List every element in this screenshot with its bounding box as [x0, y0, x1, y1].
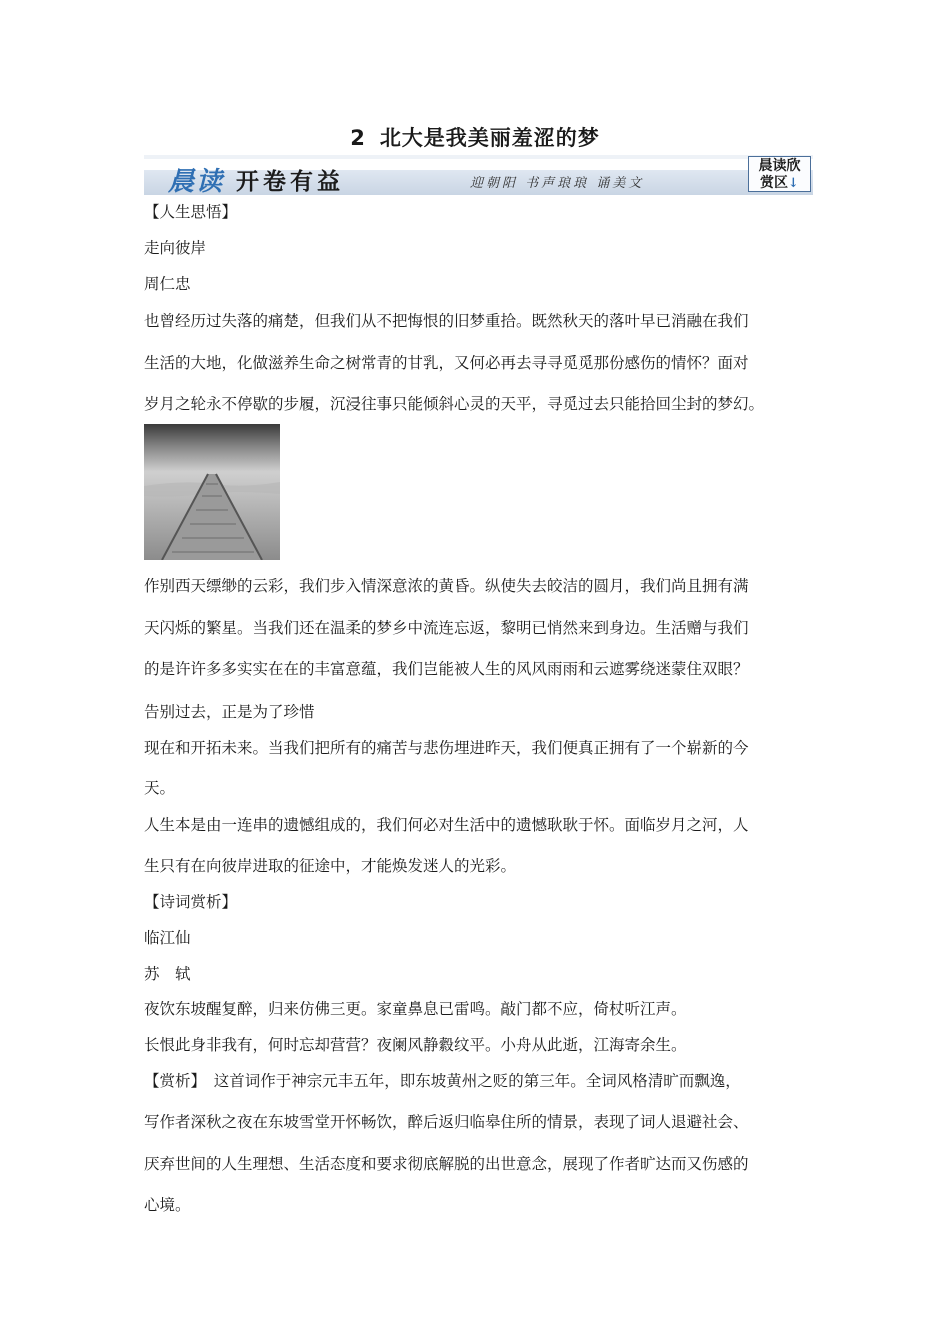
poem-author: 苏 轼 [144, 965, 191, 983]
pier-photo [144, 424, 280, 560]
body-line: 人生本是由一连串的遗憾组成的，我们何必对生活中的遗憾耿耿于怀。面临岁月之河，人 [144, 816, 749, 834]
badge-line-2: 赏区 [760, 175, 789, 191]
banner-stripe [144, 155, 813, 159]
banner-motto: 迎朝阳 书声琅琅 诵美文 [470, 176, 645, 191]
body-line: 生只有在向彼岸进取的征途中，才能焕发迷人的光彩。 [144, 857, 517, 875]
body-line: 告别过去，正是为了珍惜 [144, 703, 315, 721]
lesson-title [0, 122, 950, 152]
body-line: 天闪烁的繁星。当我们还在温柔的梦乡中流连忘返，黎明已悄然来到身边。生活赠与我们 [144, 619, 749, 637]
body-line: 现在和开拓未来。当我们把所有的痛苦与悲伤埋进昨天，我们便真正拥有了一个崭新的今 [144, 739, 749, 757]
lesson-title-text: 北大是我美丽羞涩的梦 [379, 126, 600, 150]
section-heading: 【人生思悟】 [144, 203, 238, 221]
article-author: 周仁忠 [144, 275, 191, 293]
body-line: 厌弃世间的人生理想、生活态度和要求彻底解脱的出世意念，展现了作者旷达而又伤感的 [144, 1155, 749, 1173]
article-title: 走向彼岸 [144, 239, 207, 257]
section-heading: 【诗词赏析】 [144, 893, 238, 911]
banner-main-label: 开卷有益 [236, 168, 344, 195]
body-line: 作别西天缥缈的云彩，我们步入情深意浓的黄昏。纵使失去皎洁的圆月，我们尚且拥有满 [144, 577, 749, 595]
body-line: 的是许许多多实实在在的丰富意蕴，我们岂能被人生的风风雨雨和云遮雾绕迷蒙住双眼？ [144, 660, 749, 678]
down-arrow-icon: ↓ [788, 176, 799, 191]
body-line: 写作者深秋之夜在东坡雪堂开怀畅饮，醉后返归临皋住所的情景，表现了词人退避社会、 [144, 1113, 749, 1131]
banner-badge [748, 156, 811, 192]
body-line: 天。 [144, 779, 176, 797]
poem-line: 长恨此身非我有，何时忘却营营？夜阑风静縠纹平。小舟从此逝，江海寄余生。 [144, 1036, 687, 1054]
poem-line: 夜饮东坡醒复醉，归来仿佛三更。家童鼻息已雷鸣。敲门都不应，倚杖听江声。 [144, 1000, 687, 1018]
poem-title: 临江仙 [144, 929, 191, 947]
section-banner [144, 155, 813, 195]
body-line: 岁月之轮永不停歇的步履，沉浸往事只能倾斜心灵的天平，寻觅过去只能拾回尘封的梦幻。 [144, 395, 765, 413]
body-line: 也曾经历过失落的痛楚，但我们从不把悔恨的旧梦重拾。既然秋天的落叶早已消融在我们 [144, 312, 749, 330]
body-line: 【赏析】 这首词作于神宗元丰五年，即东坡黄州之贬的第三年。全词风格清旷而飘逸， [144, 1072, 741, 1090]
badge-line-1: 晨读欣 [758, 158, 801, 174]
body-line: 心境。 [144, 1196, 191, 1214]
lesson-number: 2 [350, 126, 366, 150]
body-line: 生活的大地，化做滋养生命之树常青的甘乳，又何必再去寻寻觅觅那份感伤的情怀？面对 [144, 354, 749, 372]
banner-brush-text: 晨读 [168, 167, 225, 195]
